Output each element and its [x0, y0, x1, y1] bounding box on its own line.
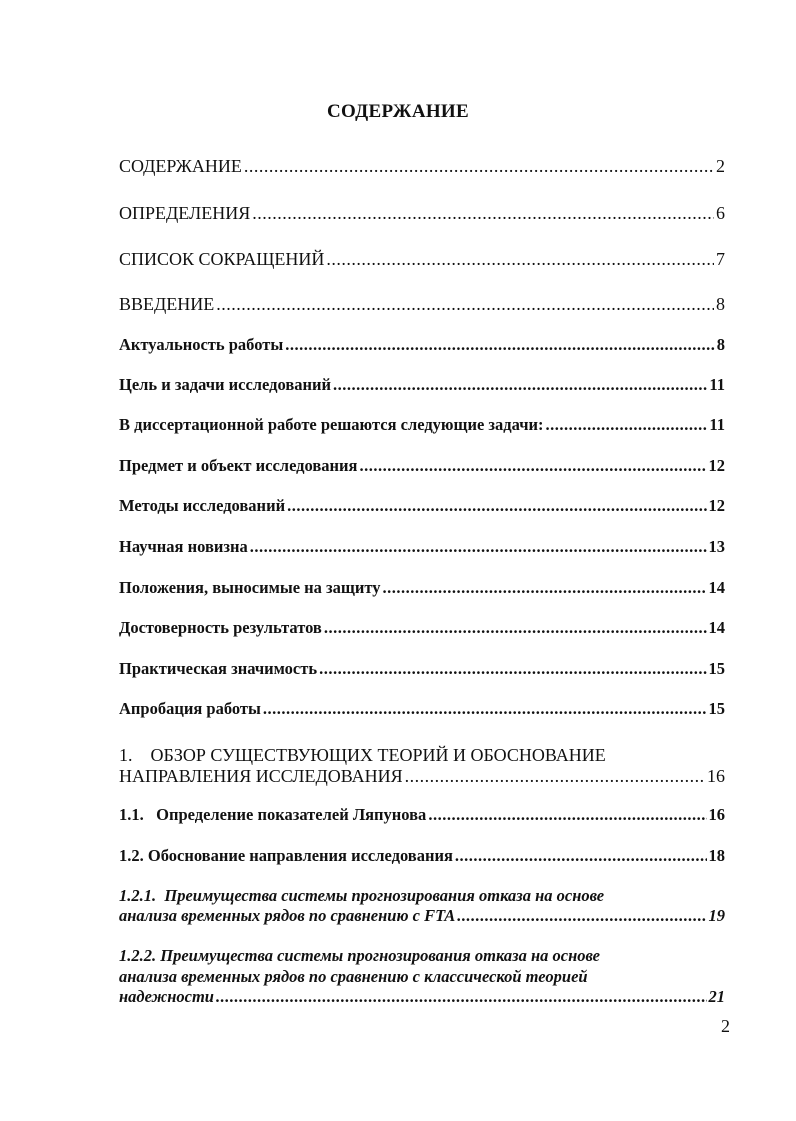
leader-dots	[263, 699, 707, 719]
toc-entry-page: 15	[708, 699, 725, 718]
toc-entry[interactable]	[119, 699, 725, 719]
toc-entry[interactable]	[119, 618, 725, 638]
toc-entry-page: 14	[708, 618, 725, 637]
leader-dots	[455, 846, 707, 866]
leader-dots	[428, 805, 706, 825]
toc-entry-title: Цель и задачи исследований	[119, 375, 332, 394]
toc-entry-title: Актуальность работы	[119, 335, 284, 354]
toc-entry[interactable]	[119, 846, 725, 866]
toc-entry[interactable]	[119, 945, 725, 1007]
leader-dots	[383, 578, 707, 598]
toc-entry-page: 12	[708, 456, 725, 475]
toc-entry-page: 21	[708, 987, 725, 1006]
toc-entry[interactable]	[119, 456, 725, 476]
toc-entry-title: Предмет и объект исследования	[119, 456, 358, 475]
toc-entry-page: 11	[709, 415, 725, 434]
toc-entry-page: 14	[708, 578, 725, 597]
leader-dots	[324, 618, 707, 638]
toc-entry-title: Методы исследований	[119, 496, 286, 515]
leader-dots	[244, 156, 714, 177]
toc-entry[interactable]	[119, 537, 725, 557]
page-number: 2	[721, 1016, 730, 1036]
leader-dots	[285, 335, 715, 355]
toc-entry-title-line: анализа временных рядов по сравнению с классической теорией	[119, 967, 588, 986]
toc-entry-page: 16	[707, 766, 725, 786]
toc-entry[interactable]	[119, 496, 725, 516]
toc-entry[interactable]	[119, 415, 725, 435]
toc-entry-title: анализа временных рядов по сравнению с FTA	[119, 906, 456, 925]
toc-entry-page: 2	[716, 156, 725, 176]
toc-entry[interactable]	[119, 659, 725, 679]
leader-dots	[319, 659, 706, 679]
toc-entry-title: 1.2. Обоснование направления исследования	[119, 846, 453, 865]
toc-entry-title-line: 1.2.1. Преимущества системы прогнозирования отказа на основе	[119, 886, 605, 905]
toc-entry-page: 8	[716, 335, 725, 354]
toc-entry-title: СОДЕРЖАНИЕ	[119, 156, 242, 176]
toc-entry-title: Положения, выносимые на защиту	[119, 578, 381, 597]
toc-entry[interactable]	[119, 744, 725, 787]
toc-entry[interactable]	[119, 335, 725, 355]
leader-dots	[250, 537, 707, 557]
toc-entry-title-line: 1. ОБЗОР СУЩЕСТВУЮЩИХ ТЕОРИЙ И ОБОСНОВАНИЕ	[119, 745, 606, 765]
toc-entry-title: В диссертационной работе решаются следующие задачи:	[119, 415, 544, 434]
toc-entry-page: 11	[709, 375, 725, 394]
leader-dots	[326, 249, 714, 270]
page-title: СОДЕРЖАНИЕ	[327, 101, 469, 122]
leader-dots	[287, 496, 706, 516]
toc-entry[interactable]	[119, 805, 725, 825]
toc-entry-title-line: 1.2.2. Преимущества системы прогнозирования отказа на основе	[119, 946, 600, 965]
toc-entry-title: Апробация работы	[119, 699, 261, 718]
toc-entry[interactable]	[119, 294, 725, 315]
toc-entry-page: 12	[708, 496, 725, 515]
leader-dots	[359, 456, 706, 476]
leader-dots	[252, 203, 714, 224]
toc-entry-page: 7	[716, 249, 725, 269]
leader-dots	[216, 987, 707, 1007]
toc-entry[interactable]	[119, 249, 725, 270]
toc-entry[interactable]	[119, 156, 725, 177]
toc-entry-title: СПИСОК СОКРАЩЕНИЙ	[119, 249, 325, 269]
leader-dots	[333, 375, 707, 395]
toc-entry-title: Научная новизна	[119, 537, 248, 556]
toc-entry-page: 13	[708, 537, 725, 556]
toc-entry-page: 8	[716, 294, 725, 314]
toc-entry-title: надежности	[119, 987, 214, 1006]
toc-entry-page: 16	[708, 805, 725, 824]
toc-entry[interactable]	[119, 578, 725, 598]
leader-dots	[405, 766, 705, 787]
toc-entry[interactable]	[119, 885, 725, 926]
toc-entry-page: 19	[708, 906, 725, 925]
toc-entry-title: Практическая значимость	[119, 659, 318, 678]
toc-entry-title: ОПРЕДЕЛЕНИЯ	[119, 203, 251, 223]
toc-entry[interactable]	[119, 203, 725, 224]
toc-entry-page: 15	[708, 659, 725, 678]
leader-dots	[216, 294, 714, 315]
toc-entry[interactable]	[119, 375, 725, 395]
leader-dots	[546, 415, 708, 435]
toc-entry-title: 1.1. Определение показателей Ляпунова	[119, 805, 427, 824]
toc-entry-title: НАПРАВЛЕНИЯ ИССЛЕДОВАНИЯ	[119, 766, 403, 786]
toc-entry-page: 18	[708, 846, 725, 865]
toc-entry-page: 6	[716, 203, 725, 223]
leader-dots	[457, 906, 706, 926]
toc-entry-title: ВВЕДЕНИЕ	[119, 294, 215, 314]
toc-entry-title: Достоверность результатов	[119, 618, 322, 637]
